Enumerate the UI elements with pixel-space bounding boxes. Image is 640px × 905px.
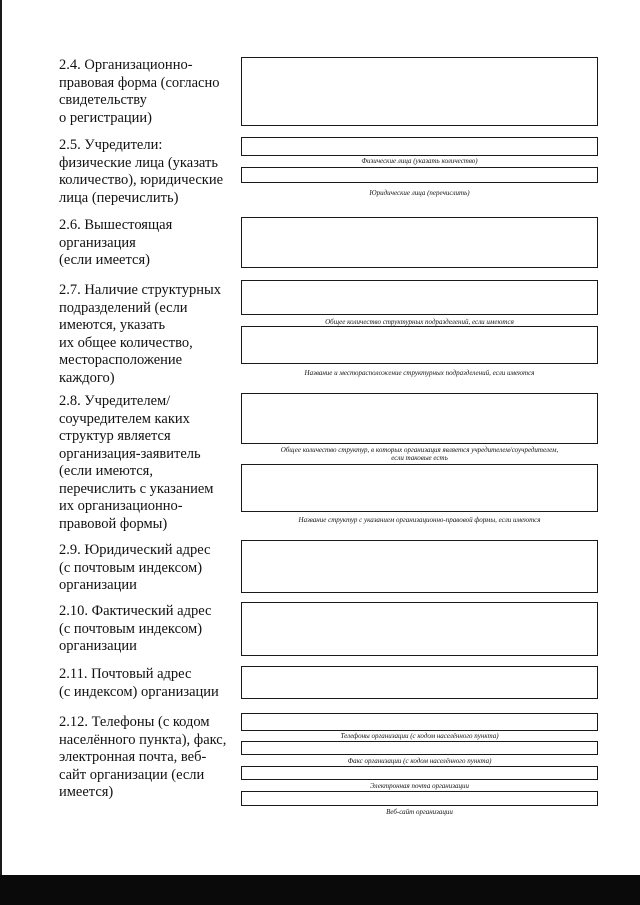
field-2-8-structure-names[interactable] xyxy=(241,464,598,512)
label-2-9-legal-address: 2.9. Юридический адрес (с почтовым индексом) организации xyxy=(59,542,211,593)
page-bottom-bar xyxy=(0,875,640,905)
field-2-8-structure-count[interactable] xyxy=(241,393,598,444)
label-2-6-parent-org: 2.6. Вышестоящая организация (если имеется) xyxy=(59,217,173,268)
field-2-12-email[interactable] xyxy=(241,766,598,780)
page-left-edge xyxy=(0,0,2,875)
field-2-10-actual-address[interactable] xyxy=(241,602,598,656)
caption-2-12-email: Электронная почта организации xyxy=(369,782,470,790)
caption-2-8-count: Общее количество структур, в которых организация является учредителем/соучредителем, если таковые есть xyxy=(280,446,559,462)
caption-2-12-website: Веб-сайт организации xyxy=(386,808,453,816)
caption-2-7-names: Название и месторасположение структурных подразделений, если имеются xyxy=(304,369,535,377)
field-2-6-parent-org[interactable] xyxy=(241,217,598,268)
label-2-8-founded-structures: 2.8. Учредителем/ соучредителем каких структур является организация-заявитель (если имеются, перечислить с указанием их организационно- правовой формы) xyxy=(59,393,214,532)
field-2-12-website[interactable] xyxy=(241,791,598,806)
caption-2-8-names: Название структур с указанием организационно-правовой формы, если имеются xyxy=(298,516,541,524)
field-2-4-legal-form[interactable] xyxy=(241,57,598,126)
field-2-7-subdivision-count[interactable] xyxy=(241,280,598,315)
field-2-7-subdivision-names[interactable] xyxy=(241,326,598,364)
caption-2-12-fax: Факс организации (с кодом населённого пункта) xyxy=(347,757,492,765)
field-2-5-legal-founders[interactable] xyxy=(241,167,598,183)
field-2-11-postal-address[interactable] xyxy=(241,666,598,699)
caption-2-5-individuals: Физические лица (указать количество) xyxy=(361,157,478,165)
label-2-7-subdivisions: 2.7. Наличие структурных подразделений (если имеются, указать их общее количество, месторасположение каждого) xyxy=(59,282,222,386)
caption-2-7-count: Общее количество структурных подразделений, если имеются xyxy=(325,318,514,326)
caption-2-5-legal: Юридические лица (перечислить) xyxy=(369,189,470,197)
field-2-5-individual-founders[interactable] xyxy=(241,137,598,156)
label-2-12-contacts: 2.12. Телефоны (с кодом населённого пункта), факс, электронная почта, веб- сайт организации (если имеется) xyxy=(59,714,227,800)
field-2-12-fax[interactable] xyxy=(241,741,598,755)
caption-2-12-phones: Телефоны организации (с кодом населённого пункта) xyxy=(340,732,499,740)
field-2-9-legal-address[interactable] xyxy=(241,540,598,593)
label-2-10-actual-address: 2.10. Фактический адрес (с почтовым индексом) организации xyxy=(59,603,212,654)
field-2-12-phones[interactable] xyxy=(241,713,598,731)
label-2-4-legal-form: 2.4. Организационно- правовая форма (согласно свидетельству о регистрации) xyxy=(59,57,220,126)
label-2-5-founders: 2.5. Учредители: физические лица (указать количество), юридические лица (перечислить) xyxy=(59,137,224,206)
label-2-11-postal-address: 2.11. Почтовый адрес (с индексом) организации xyxy=(59,666,219,700)
